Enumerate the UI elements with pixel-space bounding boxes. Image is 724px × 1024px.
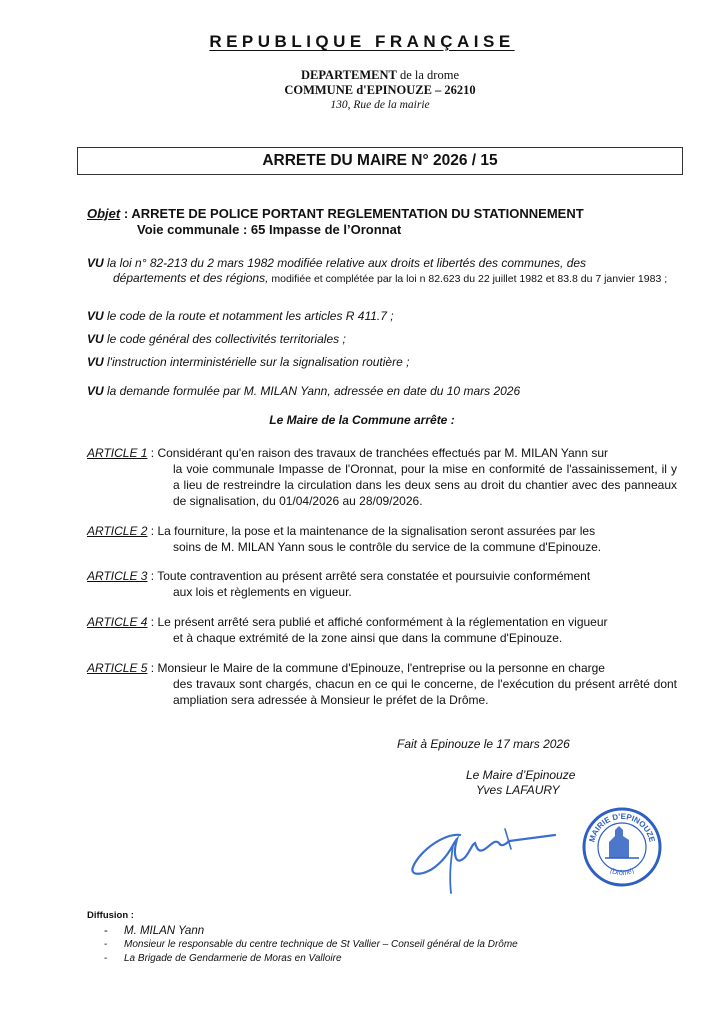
mairie-stamp bbox=[581, 806, 663, 888]
article-3: ARTICLE 3 : Toute contravention au présent arrêté sera constatée et poursuivie conformément aux lois et règlements en vigueur. bbox=[87, 569, 591, 599]
vu-item: VU le code général des collectivités territoriales ; bbox=[87, 332, 346, 346]
republique-heading: REPUBLIQUE FRANÇAISE bbox=[209, 32, 515, 51]
diffusion-label: Diffusion : bbox=[87, 910, 134, 921]
objet-line-2: Voie communale : 65 Impasse de l’Oronnat bbox=[137, 222, 402, 237]
handwritten-signature bbox=[405, 815, 565, 895]
signatory-title: Le Maire d’Epinouze bbox=[466, 768, 576, 782]
maire-arrete-heading: Le Maire de la Commune arrête : bbox=[269, 413, 455, 427]
article-1: ARTICLE 1 : Considérant qu'en raison des travaux de tranchées effectués par M. MILAN Yann sur la voie communale Impasse de l'Oronnat, pour la mise en conformité de l'assainissement, il y a lieu de restreindre la circulation dans les deux sens au droit du chantier avec des panneaux de signalisation, du 01/04/2026 au 28/09/2026. bbox=[87, 446, 677, 508]
stamp-text-bottom: (Drôme) bbox=[608, 867, 636, 878]
commune-line: COMMUNE d'EPINOUZE – 26210 bbox=[284, 83, 476, 97]
diffusion-list bbox=[104, 924, 518, 966]
objet-label: Objet bbox=[87, 206, 121, 221]
objet-line-1: ARRETE DE POLICE PORTANT REGLEMENTATION DU STATIONNEMENT bbox=[131, 206, 584, 221]
diffusion-item: - Monsieur le responsable du centre technique de St Vallier – Conseil général de la Drôme bbox=[104, 938, 518, 952]
vu-item: VU la demande formulée par M. MILAN Yann, adressée en date du 10 mars 2026 bbox=[87, 384, 521, 398]
vu-item: VU le code de la route et notamment les articles R 411.7 ; bbox=[87, 309, 394, 323]
fait-date: Fait à Epinouze le 17 mars 2026 bbox=[397, 737, 570, 751]
article-4: ARTICLE 4 : Le présent arrêté sera publié et affiché conformément à la réglementation en vigueur et à chaque extrémité de la zone ainsi que dans la commune d'Epinouze. bbox=[87, 615, 608, 645]
objet-block: Objet : ARRETE DE POLICE PORTANT REGLEMENTATION DU STATIONNEMENT Voie communale : 65 Impasse de l’Oronnat bbox=[87, 206, 687, 238]
signatory-name: Yves LAFAURY bbox=[476, 783, 560, 797]
address-line: 130, Rue de la mairie bbox=[330, 99, 430, 111]
svg-text:(Drôme) bbox=[609, 867, 635, 877]
signatory-block bbox=[466, 768, 575, 798]
diffusion-item: - M. MILAN Yann bbox=[104, 924, 518, 938]
vu-item: VU l'instruction interministérielle sur la signalisation routière ; bbox=[87, 355, 410, 369]
diffusion-item: - La Brigade de Gendarmerie de Moras en Valloire bbox=[104, 952, 518, 966]
department-block bbox=[200, 68, 560, 113]
arrete-title: ARRETE DU MAIRE N° 2026 / 15 bbox=[77, 147, 683, 175]
article-5: ARTICLE 5 : Monsieur le Maire de la commune d'Epinouze, l'entreprise ou la personne en charge des travaux sont chargés, chacun en ce qui le concerne, de l'exécution du présent arrêté dont ampliation sera adressée à Monsieur le préfet de la Drôme. bbox=[87, 661, 677, 707]
departement-line: DEPARTEMENT de la drome bbox=[300, 68, 459, 82]
vu-item: VU la loi n° 82-213 du 2 mars 1982 modifiée relative aux droits et libertés des communes, des départements et des régions, modifiée et complétée par la loi n 82.623 du 22 juillet 1982 et 83.8 du 7 janvier 1983 ; bbox=[87, 256, 668, 285]
article-2: ARTICLE 2 : La fourniture, la pose et la maintenance de la signalisation seront assurées par les soins de M. MILAN Yann sous le contrôle du service de la commune d'Epinouze. bbox=[87, 524, 602, 554]
stamp-text-top: MAIRIE D'EPINOUZE bbox=[587, 811, 657, 844]
